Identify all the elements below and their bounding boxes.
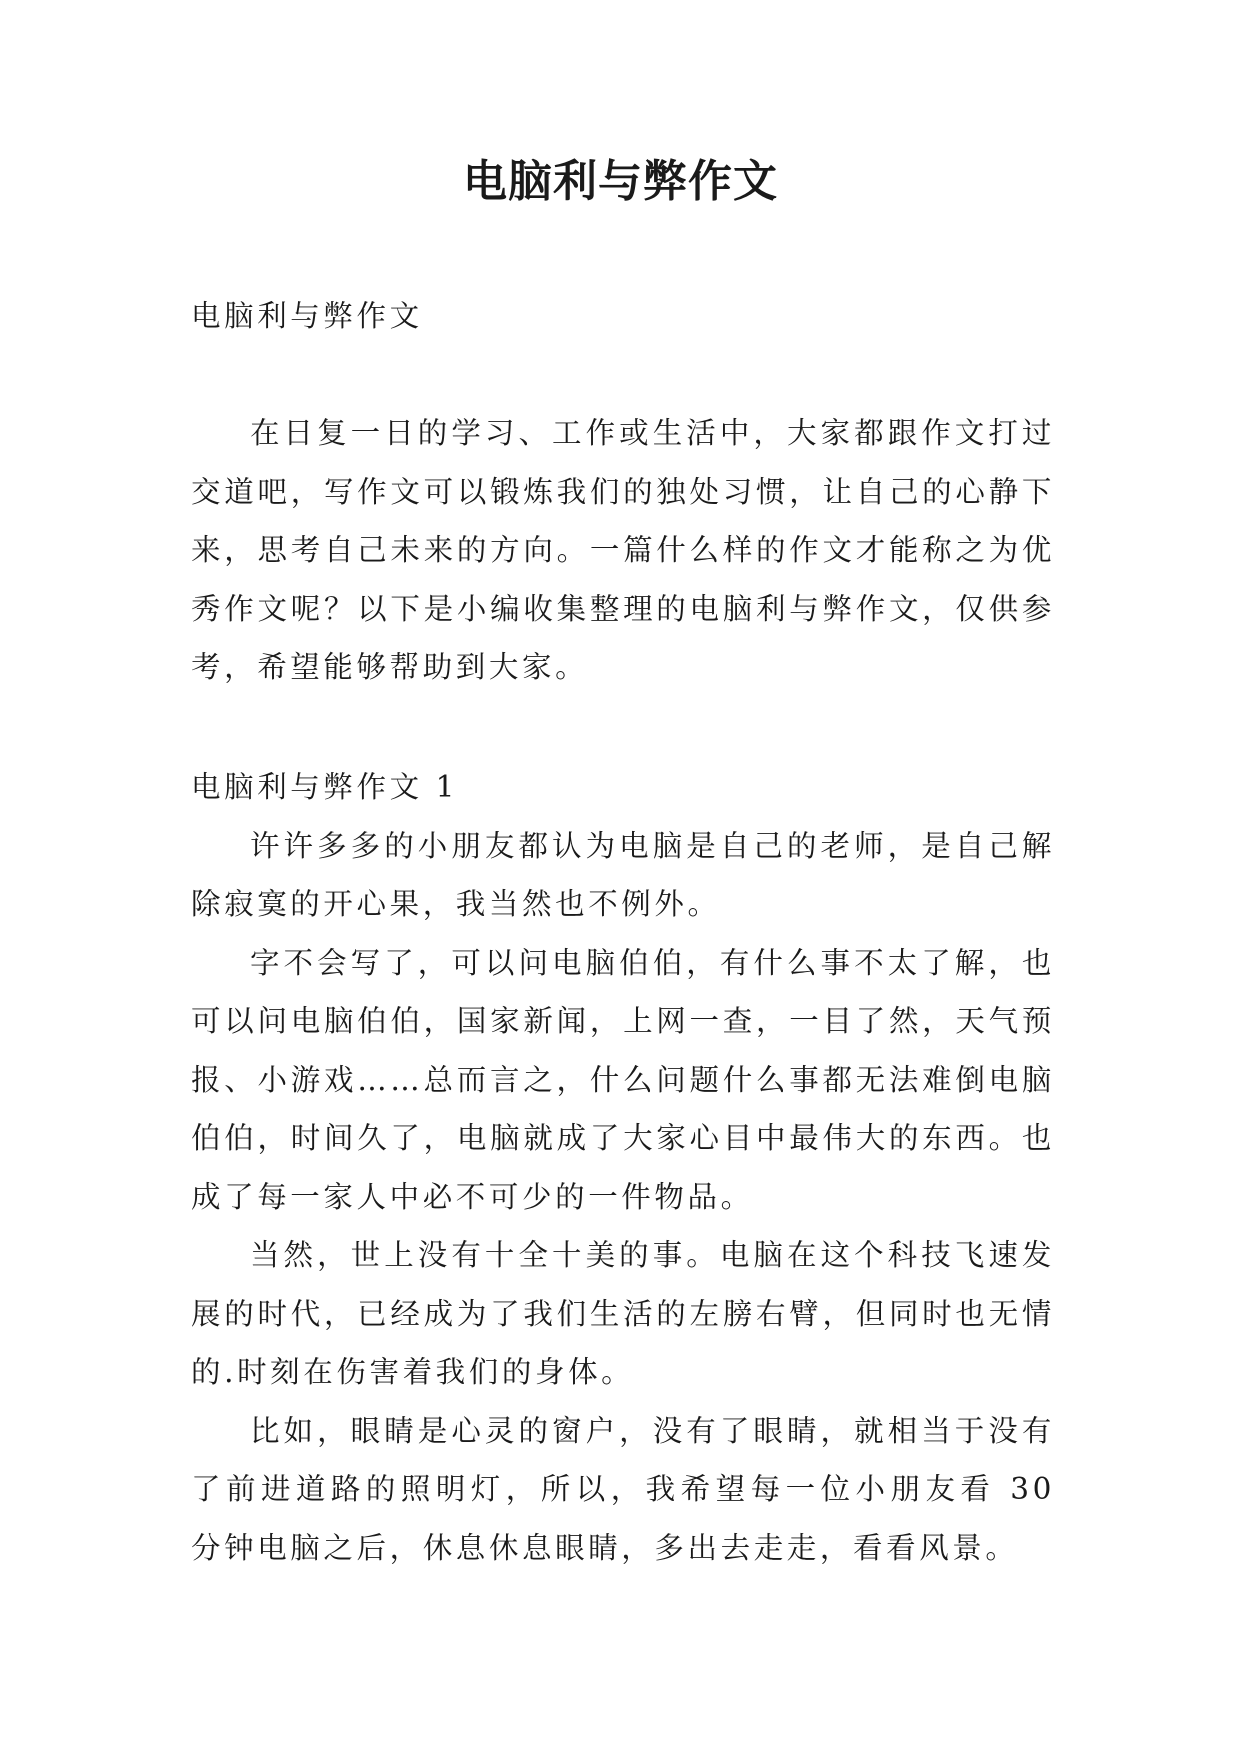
paragraph-1: 许许多多的小朋友都认为电脑是自己的老师，是自己解除寂寞的开心果，我当然也不例外。 [191,828,1055,921]
paragraph-4: 比如，眼睛是心灵的窗户，没有了眼睛，就相当于没有了前进道路的照明灯，所以，我希望每一位小朋友看 30 分钟电脑之后，休息休息眼睛，多出去走走，看看风景。 [191,1413,1055,1565]
section-heading: 电脑利与弊作文 1 [191,770,459,804]
paragraph-2: 字不会写了，可以问电脑伯伯，有什么事不太了解，也可以问电脑伯伯，国家新闻，上网一查，一目了然，天气预报、小游戏……总而言之，什么问题什么事都无法难倒电脑伯伯，时间久了，电脑就成了大家心目中最伟大的东西。也成了每一家人中必不可少的一件物品。 [191,945,1055,1214]
subtitle-text: 电脑利与弊作文 [191,299,423,333]
intro-paragraph [191,404,1055,697]
essay-section-1 [191,758,1055,1577]
intro-text: 在日复一日的学习、工作或生活中，大家都跟作文打过交道吧，写作文可以锻炼我们的独处习惯，让自己的心静下来，思考自己未来的方向。一篇什么样的作文才能称之为优秀作文呢？以下是小编收集整理的电脑利与弊作文，仅供参考，希望能够帮助到大家。 [191,416,1055,684]
document-subtitle [191,287,1055,346]
paragraph-3: 当然，世上没有十全十美的事。电脑在这个科技飞速发展的时代，已经成为了我们生活的左膀右臂，但同时也无情的.时刻在伤害着我们的身体。 [191,1238,1055,1389]
document-title: 电脑利与弊作文 [463,156,778,207]
